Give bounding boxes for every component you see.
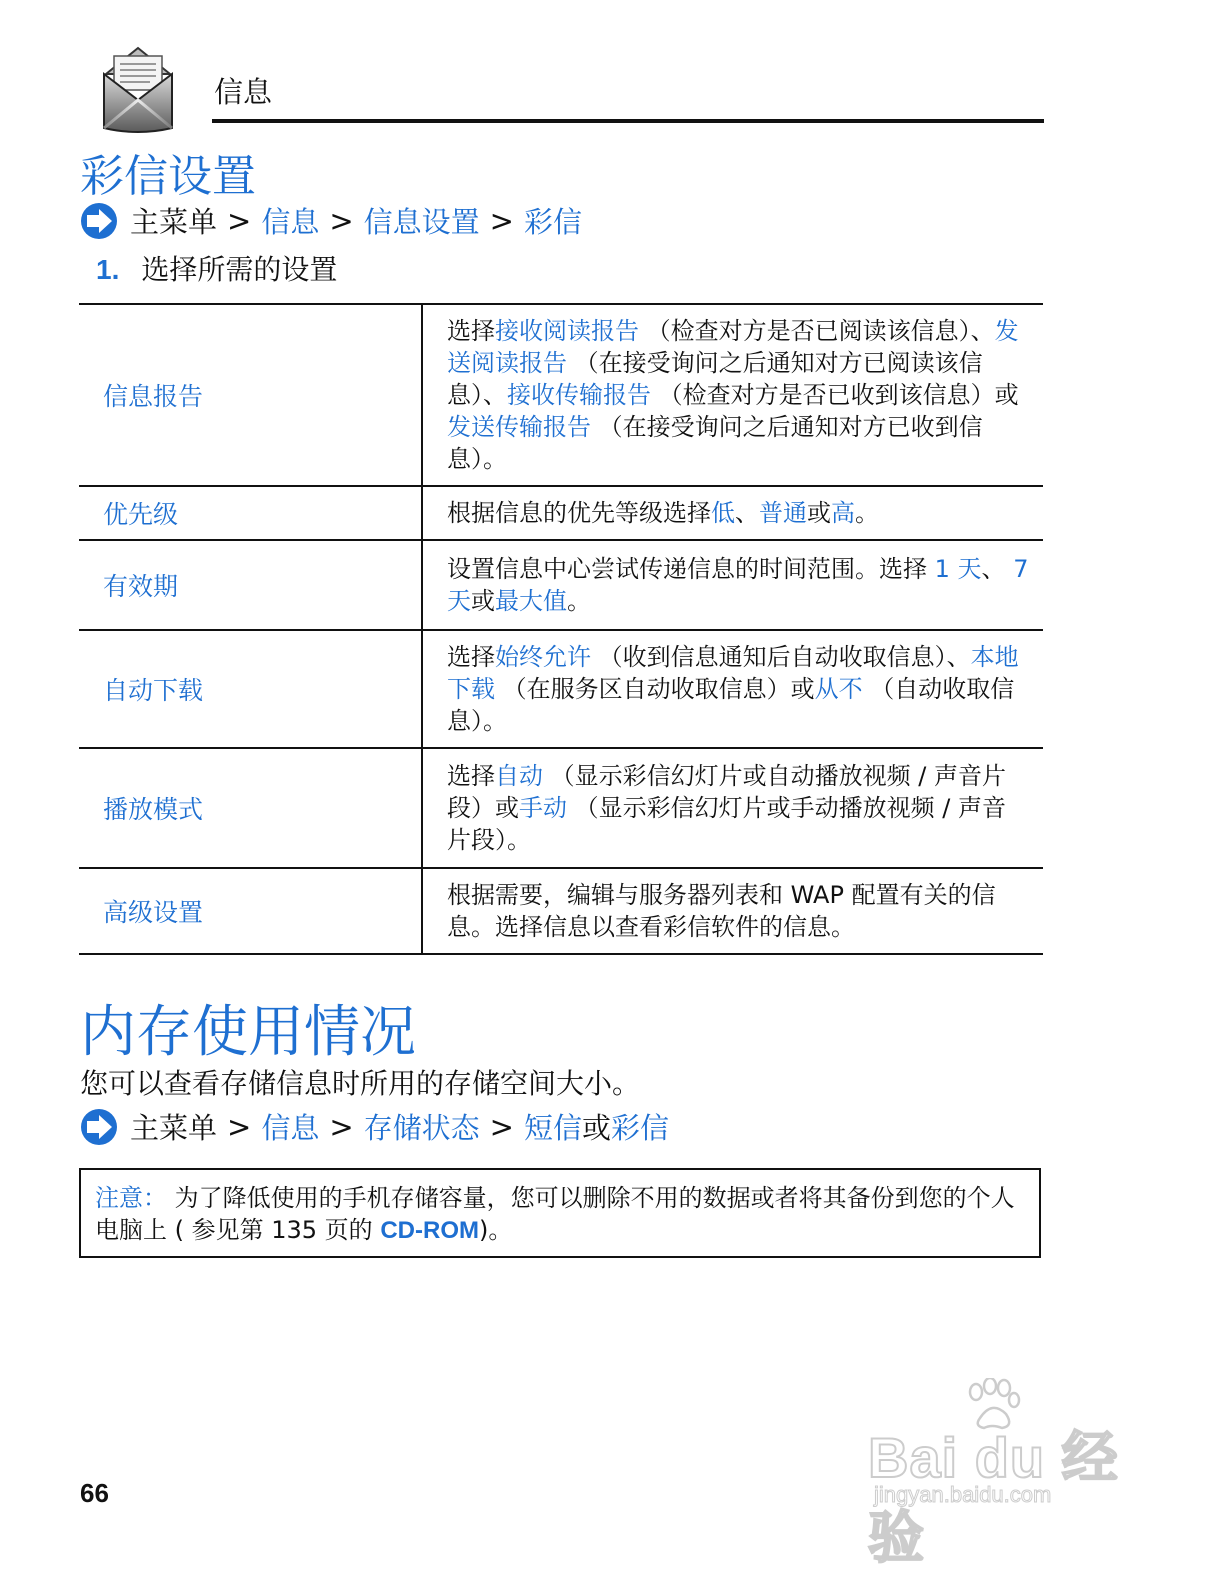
settings-row	[79, 486, 1043, 540]
option-highlight: 发送传输报告	[447, 413, 591, 441]
setting-name: 自动下载	[79, 630, 422, 748]
step-text: 选择所需的设置	[141, 253, 338, 286]
description-text: 。	[567, 587, 591, 615]
menu-path	[80, 200, 582, 241]
setting-name: 有效期	[79, 540, 422, 630]
description-text: 选择	[447, 643, 495, 671]
envelope-icon	[100, 44, 176, 136]
setting-description	[422, 630, 1043, 748]
menu-path-separator: >	[489, 203, 514, 238]
section-intro: 您可以查看存储信息时所用的存储空间大小。	[80, 1067, 641, 1100]
menu-path-item: 信息	[261, 1111, 320, 1145]
chapter-title: 信息	[214, 75, 273, 109]
menu-path-option-mms: 彩信	[611, 1111, 670, 1145]
settings-row	[79, 304, 1043, 486]
menu-path-item: 彩信	[523, 205, 582, 239]
option-highlight: 接收阅读报告	[495, 317, 639, 345]
option-highlight: 本地下载	[447, 643, 1019, 703]
description-text: 或	[807, 499, 831, 527]
page-number: 66	[80, 1478, 109, 1508]
menu-path-or: 或	[582, 1111, 612, 1145]
option-highlight: 7 天	[447, 555, 1029, 615]
setting-description	[422, 486, 1043, 540]
section-title-mms-settings: 彩信设置	[80, 151, 256, 202]
menu-path-item: 存储状态	[363, 1111, 480, 1145]
setting-description	[422, 540, 1043, 630]
menu-path-separator: >	[227, 203, 252, 238]
watermark-brand: Bai du 经验	[868, 1426, 1119, 1569]
description-text: （在接受询问之后通知对方已阅读该信息）、	[447, 349, 983, 409]
note-link-cd-rom: CD-ROM	[380, 1217, 479, 1244]
menu-path-separator: >	[329, 1109, 354, 1144]
watermark-url: jingyan.baidu.com	[874, 1482, 1052, 1507]
menu-path-root: 主菜单	[130, 1111, 218, 1145]
menu-path-option-sms: 短信	[523, 1111, 582, 1145]
watermark	[868, 1378, 1158, 1569]
description-text: （在服务区自动收取信息）或	[495, 675, 815, 703]
description-text: 。	[855, 499, 879, 527]
option-highlight: 最大值	[495, 587, 567, 615]
setting-name: 高级设置	[79, 868, 422, 954]
description-text: （检查对方是否已收到该信息）或	[651, 381, 1019, 409]
arrow-right-icon	[80, 1108, 118, 1146]
settings-table	[79, 303, 1043, 955]
description-text: 选择	[447, 317, 495, 345]
option-highlight: 手动	[519, 794, 567, 822]
note-label: 注意：	[95, 1184, 167, 1212]
note-text: 为了降低使用的手机存储容量，您可以删除不用的数据或者将其备份到您的个人电脑上 ( 参见第 135 页的	[95, 1184, 1015, 1244]
option-highlight: 高	[831, 499, 855, 527]
menu-path-separator: >	[489, 1109, 514, 1144]
description-text: 或	[471, 587, 495, 615]
setting-name: 优先级	[79, 486, 422, 540]
description-text: （检查对方是否已阅读该信息）、	[639, 317, 995, 345]
description-text: （在接受询问之后通知对方已收到信息）。	[447, 413, 983, 473]
note-box	[79, 1168, 1041, 1258]
description-text: 、	[735, 499, 759, 527]
description-text: 根据信息的优先等级选择	[447, 499, 711, 527]
setting-description	[422, 868, 1043, 954]
setting-description	[422, 748, 1043, 868]
description-text: （收到信息通知后自动收取信息）、	[591, 643, 971, 671]
settings-row	[79, 868, 1043, 954]
option-highlight: 自动	[495, 762, 543, 790]
description-text: 设置信息中心尝试传递信息的时间范围。选择	[447, 555, 935, 583]
option-highlight: 普通	[759, 499, 807, 527]
description-text: 、	[981, 555, 1014, 583]
menu-path-item: 信息	[261, 205, 320, 239]
setting-name: 信息报告	[79, 304, 422, 486]
step-number: 1.	[96, 254, 120, 285]
option-highlight: 从不	[814, 675, 863, 703]
header-rule	[212, 119, 1044, 123]
description-text: （显示彩信幻灯片或手动播放视频 / 声音片段）。	[447, 794, 1006, 854]
menu-path-item: 信息设置	[363, 205, 480, 239]
menu-path-separator: >	[227, 1109, 252, 1144]
option-highlight: 低	[711, 499, 735, 527]
setting-name: 播放模式	[79, 748, 422, 868]
option-highlight: 发送阅读报告	[447, 317, 1019, 377]
arrow-right-icon	[80, 202, 118, 240]
description-text: 选择	[447, 762, 495, 790]
option-highlight: 1 天	[934, 555, 982, 583]
menu-path-root: 主菜单	[130, 205, 218, 239]
section-title-memory-usage: 内存使用情况	[80, 1000, 416, 1065]
settings-row	[79, 630, 1043, 748]
settings-row	[79, 748, 1043, 868]
setting-description	[422, 304, 1043, 486]
description-text: （显示彩信幻灯片或自动播放视频 / 声音片段）或	[447, 762, 1006, 822]
option-highlight: 始终允许	[495, 643, 591, 671]
menu-path-separator: >	[329, 203, 354, 238]
option-highlight: 接收传输报告	[507, 381, 651, 409]
step-1	[96, 248, 337, 288]
settings-row	[79, 540, 1043, 630]
menu-path	[80, 1106, 669, 1147]
description-text: 根据需要，编辑与服务器列表和 WAP 配置有关的信息。选择信息以查看彩信软件的信息。	[447, 881, 996, 941]
note-end: )。	[478, 1216, 513, 1244]
description-text: （自动收取信息）。	[447, 675, 1015, 735]
